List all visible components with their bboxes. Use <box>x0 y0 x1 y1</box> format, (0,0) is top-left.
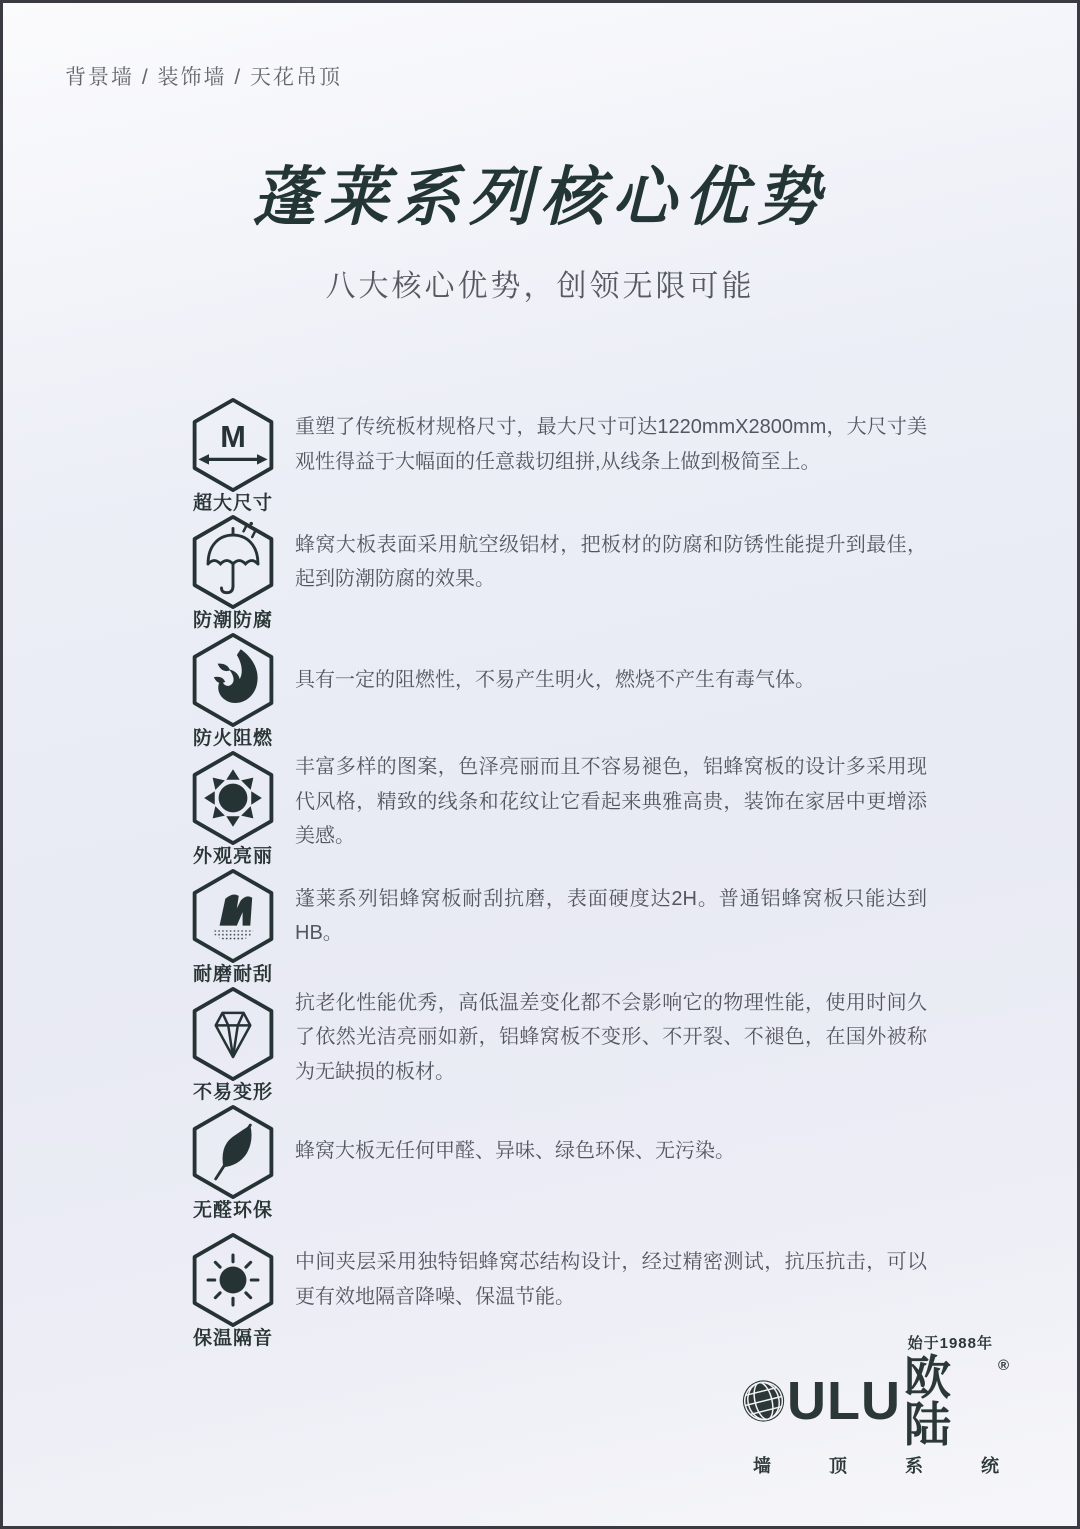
registered-trademark-symbol: ® <box>997 1357 1009 1374</box>
page-subtitle: 八大核心优势，创领无限可能 <box>325 269 755 303</box>
umbrella-icon <box>189 514 277 610</box>
feature-icon-block <box>179 750 287 868</box>
tagline-char: 顶 <box>829 1456 847 1476</box>
tagline-char: 系 <box>905 1456 923 1476</box>
globe-icon <box>741 1378 786 1424</box>
feature-text: 蓬莱系列铝蜂窝板耐刮抗磨，表面硬度达2H。普通铝蜂窝板只能达到HB。 <box>295 887 927 944</box>
brand-chinese-text: 欧陆 <box>904 1351 952 1451</box>
flame-icon <box>189 632 277 728</box>
feature-icon-block <box>179 397 287 515</box>
feature-label: 外观亮丽 <box>192 846 273 868</box>
feature-text: 蜂窝大板表面采用航空级铝材，把板材的防腐和防锈性能提升到最佳，起到防潮防腐的效果。 <box>295 534 927 591</box>
feature-row-bright-appearance <box>179 750 927 868</box>
feature-icon-block <box>179 986 287 1104</box>
feature-text: 具有一定的阻燃性，不易产生明火，燃烧不产生有毒气体。 <box>295 669 815 692</box>
feature-text: 丰富多样的图案，色泽亮丽而且不容易褪色，铝蜂窝板的设计多采用现代风格，精致的线条和花纹让它看起来典雅高贵，装饰在家居中更增添美感。 <box>295 756 927 847</box>
abrasion-legs-icon <box>189 868 277 964</box>
feature-text: 中间夹层采用独特铝蜂窝芯结构设计，经过精密测试，抗压抗击，可以更有效地隔音降噪、保温节能。 <box>295 1251 927 1308</box>
feature-row-super-size <box>179 397 927 515</box>
feature-icon-block <box>179 1232 287 1350</box>
feature-label: 不易变形 <box>192 1081 273 1103</box>
sunburst-icon <box>189 750 277 846</box>
feature-icon-block <box>179 514 287 632</box>
feature-text: 抗老化性能优秀，高低温差变化都不会影响它的物理性能，使用时间久了依然光洁亮丽如新，铝蜂窝板不变形、不开裂、不褪色，在国外被称为无缺损的板材。 <box>295 991 927 1083</box>
feature-row-fireproof <box>179 632 927 750</box>
feature-label: 防潮防腐 <box>192 610 273 632</box>
sun-icon <box>189 1232 277 1328</box>
breadcrumb: 背景墙 / 装饰墙 / 天花吊顶 <box>65 66 343 89</box>
svg-text:M: M <box>220 418 246 454</box>
brand-logo-block <box>741 1332 1009 1478</box>
brand-logo-row <box>741 1351 1009 1451</box>
feature-label: 防火阻燃 <box>192 728 273 750</box>
brand-tagline <box>741 1448 1009 1478</box>
feature-text: 蜂窝大板无任何甲醛、异味、绿色环保、无污染。 <box>295 1140 735 1163</box>
feature-label: 保温隔音 <box>192 1327 273 1349</box>
dimension-m-icon <box>189 397 277 493</box>
tagline-char: 墙 <box>753 1456 771 1476</box>
leaf-icon <box>189 1104 277 1200</box>
feature-icon-block <box>179 868 287 986</box>
tagline-char: 统 <box>981 1456 999 1476</box>
feature-icon-block <box>179 632 287 750</box>
feature-row-eco-friendly <box>179 1104 927 1222</box>
header <box>3 3 1077 305</box>
since-year-label: 始于1988年 <box>907 1335 993 1352</box>
page-title: 蓬莱系列核心优势 <box>252 160 828 235</box>
diamond-icon <box>189 986 277 1082</box>
feature-row-no-deformation <box>179 986 927 1104</box>
feature-text: 重塑了传统板材规格尺寸，最大尺寸可达1220mmX2800mm，大尺寸美观性得益于大幅面的任意裁切组拼,从线条上做到极简至上。 <box>295 416 927 473</box>
feature-row-moisture-proof <box>179 514 927 632</box>
feature-list <box>3 397 1077 1350</box>
feature-row-scratch-resistant <box>179 868 927 986</box>
feature-icon-block <box>179 1104 287 1222</box>
feature-label: 耐磨耐刮 <box>192 963 273 985</box>
brand-latin-text: ULU <box>787 1371 901 1431</box>
feature-label: 无醛环保 <box>192 1199 273 1221</box>
feature-label: 超大尺寸 <box>192 492 273 514</box>
